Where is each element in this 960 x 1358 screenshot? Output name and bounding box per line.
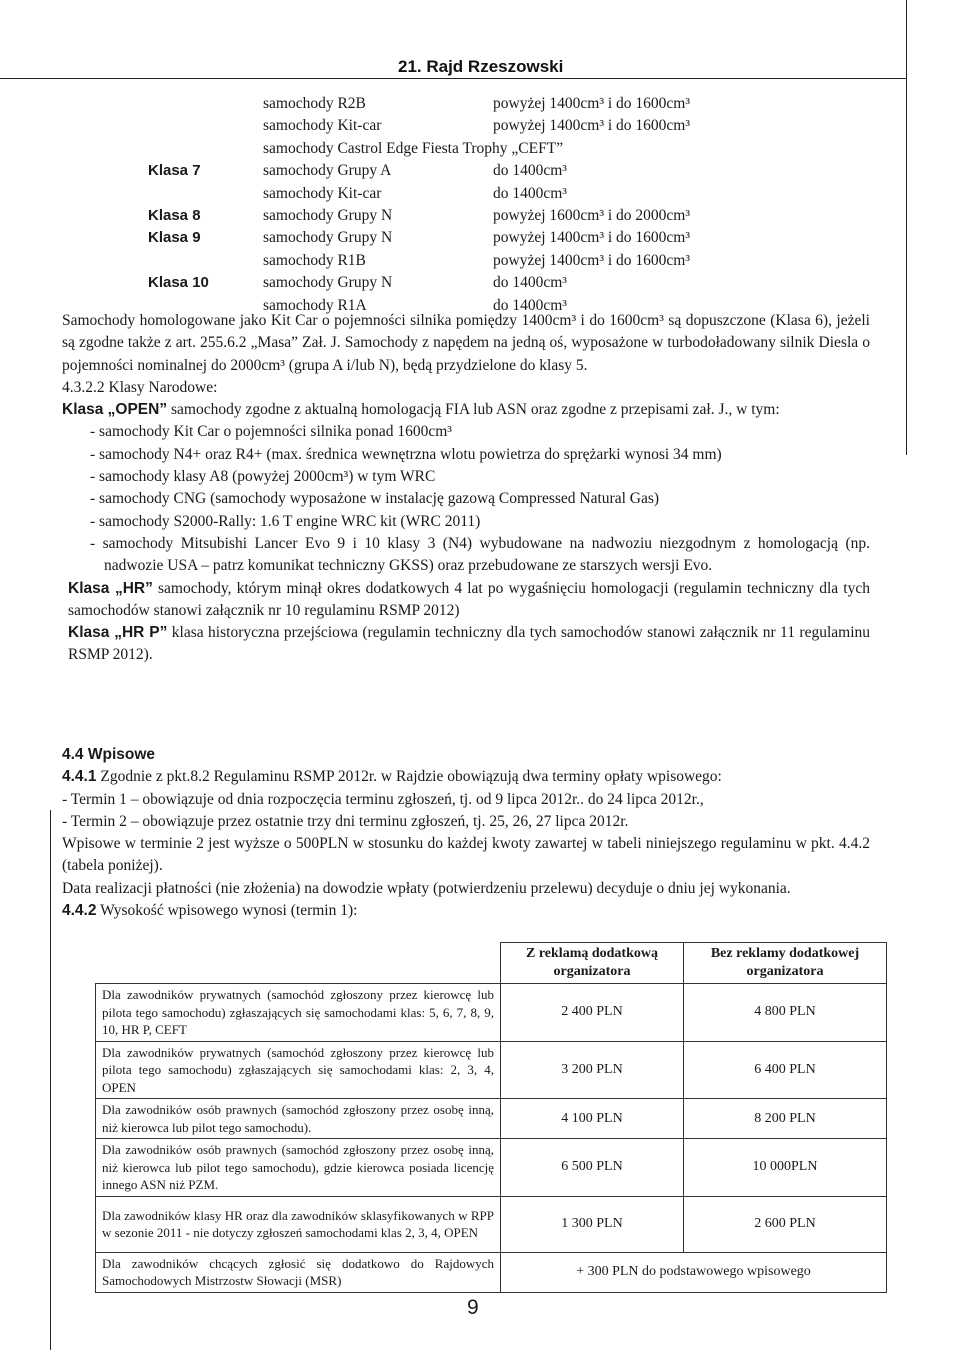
fee-row-desc: Dla zawodników klasy HR oraz dla zawodników sklasyfikowanych w RPP w sezonie 2011 - nie dotyczy zgłoszeń samochodami klas 2, 3, 4, OPEN bbox=[96, 1196, 501, 1252]
fees-p1-number: 4.4.1 bbox=[62, 768, 97, 786]
class-capacity: powyżej 1400cm³ i do 1600cm³ bbox=[493, 117, 690, 135]
class-car-name: samochody Grupy N bbox=[263, 274, 393, 292]
fee-table-header bbox=[96, 943, 887, 984]
fee-row-with-ad: 6 500 PLN bbox=[501, 1139, 684, 1197]
list-item: - samochody N4+ oraz R4+ (max. średnica wewnętrzna wlotu powietrza do sprężarki wynosi 34 mm) bbox=[90, 445, 722, 463]
fee-row-with-ad: 4 100 PLN bbox=[501, 1099, 684, 1139]
list-item: - samochody klasy A8 (powyżej 2000cm³) w tym WRC bbox=[90, 468, 436, 486]
class-row bbox=[148, 227, 888, 249]
class-capacity: powyżej 1400cm³ i do 1600cm³ bbox=[493, 229, 690, 247]
class-label: Klasa 10 bbox=[148, 274, 209, 292]
table-row bbox=[96, 1196, 887, 1252]
fee-table bbox=[95, 942, 887, 1293]
fees-p1-text: Zgodnie z pkt.8.2 Regulaminu RSMP 2012r. w Rajdzie obowiązują dwa terminy opłaty wpisowego: bbox=[96, 768, 722, 786]
class-row bbox=[148, 272, 888, 294]
class-row bbox=[148, 160, 888, 182]
class-car-name: samochody Kit-car bbox=[263, 184, 382, 202]
hrp-class-text: klasa historyczna przejściowa (regulamin techniczny dla tych samochodów stanowi załącznik nr 11 regulaminu RSMP 2012). bbox=[68, 624, 871, 664]
national-heading: 4.3.2.2 Klasy Narodowe: bbox=[62, 378, 218, 396]
class-label: Klasa 8 bbox=[148, 206, 201, 224]
fee-table-corner bbox=[96, 943, 501, 984]
fee-row-merged: + 300 PLN do podstawowego wpisowego bbox=[501, 1252, 887, 1292]
fee-row-without-ad: 2 600 PLN bbox=[684, 1196, 887, 1252]
class-car-name: samochody R1B bbox=[263, 251, 366, 269]
class-car-name: samochody Grupy A bbox=[263, 162, 392, 180]
class-capacity: powyżej 1400cm³ i do 1600cm³ bbox=[493, 95, 690, 112]
table-row bbox=[96, 1041, 887, 1099]
class-row bbox=[148, 183, 888, 205]
fees-term-2: - Termin 2 – obowiązuje przez ostatnie trzy dni terminu zgłoszeń, tj. 25, 26, 27 lipca 2012r. bbox=[62, 812, 629, 830]
class-car-name: samochody Grupy N bbox=[263, 229, 393, 247]
fees-p4-text: Wysokość wpisowego wynosi (termin 1): bbox=[96, 902, 358, 920]
fee-row-with-ad: 1 300 PLN bbox=[501, 1196, 684, 1252]
header-rule bbox=[0, 78, 906, 79]
open-class-label: Klasa „OPEN” bbox=[62, 401, 168, 419]
class-capacity: do 1400cm³ bbox=[493, 162, 567, 180]
fee-row-without-ad: 10 000PLN bbox=[684, 1139, 887, 1197]
fee-row-without-ad: 8 200 PLN bbox=[684, 1099, 887, 1139]
hr-class-paragraph bbox=[62, 578, 870, 623]
fee-row-desc: Dla zawodników osób prawnych (samochód zgłoszony przez osobę inną, niż kierowca lub pilot tego samochodu). bbox=[96, 1099, 501, 1139]
class-row bbox=[148, 205, 888, 227]
fees-paragraph-2: Wpisowe w terminie 2 jest wyższe o 500PLN w stosunku do każdej kwoty zawartej w tabeli niniejszego regulaminu w pkt. 4.4.2 (tabela poniżej). bbox=[62, 835, 870, 875]
fee-col-with-ad: Z reklamą dodatkową organizatora bbox=[501, 943, 684, 984]
fees-p4-number: 4.4.2 bbox=[62, 902, 97, 920]
open-class-text: samochody zgodne z aktualną homologacją FIA lub ASN oraz zgodne z przepisami zał. J., w tym: bbox=[167, 401, 780, 419]
class-row bbox=[148, 115, 888, 137]
fee-row-desc: Dla zawodników prywatnych (samochód zgłoszony przez kierowcę lub pilota tego samochodu) zgłaszających się samochodami klas: 2, 3, 4, OPEN bbox=[96, 1041, 501, 1099]
hrp-class-label: Klasa „HR P” bbox=[68, 624, 168, 642]
page-number: 9 bbox=[467, 1296, 479, 1319]
class-list bbox=[148, 93, 888, 317]
class-capacity: powyżej 1600cm³ i do 2000cm³ bbox=[493, 206, 690, 224]
fee-row-with-ad: 2 400 PLN bbox=[501, 984, 684, 1042]
class-car-name: samochody Grupy N bbox=[263, 206, 393, 224]
page-header-title: 21. Rajd Rzeszowski bbox=[398, 57, 564, 76]
list-item: - samochody Mitsubishi Lancer Evo 9 i 10 klasy 3 (N4) wybudowane na nadwoziu niezgodnym z homologacją (np. nadwozie USA – patrz komunikat techniczny GKSS) oraz przebudowane ze starszych wersji Evo. bbox=[90, 534, 870, 575]
fees-paragraph-3: Data realizacji płatności (nie złożenia) na dowodzie wpłaty (potwierdzeniu przelewu) decyduje o dniu jej wykonania. bbox=[62, 879, 791, 897]
fee-row-desc: Dla zawodników osób prawnych (samochód zgłoszony przez osobę inną, niż kierowca lub pilot tego samochodu), gdzie kierowca posiada licencję innego ASN niż PZM. bbox=[96, 1139, 501, 1197]
homologated-paragraph: Samochody homologowane jako Kit Car o pojemności silnika pomiędzy 1400cm³ i do 1600cm³ są dopuszczone (Klasa 6), jeżeli są zgodne także z art. 255.6.2 „Masa” Zał. J. Samochody z napędem na jedną oś, wyposażone w turbodoładowany silnik Diesla o pojemności nominalnej do 2000cm³ (grupa A i/lub N), będą przydzielone do klasy 5. bbox=[62, 312, 870, 374]
class-car-name: samochody Castrol Edge Fiesta Trophy „CEFT” bbox=[263, 139, 564, 157]
class-capacity: powyżej 1400cm³ i do 1600cm³ bbox=[493, 251, 690, 269]
hr-class-label: Klasa „HR” bbox=[68, 579, 153, 597]
list-item: - samochody CNG (samochody wyposażone w instalację gazową Compressed Natural Gas) bbox=[90, 490, 660, 508]
class-label: Klasa 9 bbox=[148, 229, 201, 247]
section-homologated bbox=[62, 310, 870, 667]
fee-row-desc: Dla zawodników chcących zgłosić się dodatkowo do Rajdowych Samochodowych Mistrzostw Słowacji (MSR) bbox=[96, 1252, 501, 1292]
class-row bbox=[148, 250, 888, 272]
fees-term-1: - Termin 1 – obowiązuje od dnia rozpoczęcia terminu zgłoszeń, tj. od 9 lipca 2012r.. do 24 lipca 2012r., bbox=[62, 790, 704, 808]
fee-col-without-ad: Bez reklamy dodatkowej organizatora bbox=[684, 943, 887, 984]
fees-paragraph-1 bbox=[62, 766, 870, 788]
section-fees bbox=[62, 744, 870, 922]
table-row bbox=[96, 1252, 887, 1292]
fees-paragraph-4 bbox=[62, 900, 870, 922]
table-row bbox=[96, 1139, 887, 1197]
hrp-class-paragraph bbox=[62, 622, 870, 667]
open-class-items bbox=[62, 421, 870, 577]
margin-rule-right bbox=[906, 0, 907, 455]
class-car-name: samochody R1A bbox=[263, 296, 367, 314]
table-row bbox=[96, 1099, 887, 1139]
hr-class-text: samochody, którym minął okres dodatkowych 4 lat po wygaśnięciu homologacji (regulamin techniczny dla tych samochodów stanowi załącznik nr 10 regulaminu RSMP 2012) bbox=[68, 579, 870, 619]
open-class-paragraph bbox=[62, 399, 870, 421]
class-label: Klasa 7 bbox=[148, 162, 201, 180]
class-car-name: samochody R2B bbox=[263, 95, 366, 112]
list-item: - samochody Kit Car o pojemności silnika ponad 1600cm³ bbox=[90, 423, 452, 441]
fees-heading: 4.4 Wpisowe bbox=[62, 746, 156, 763]
fee-row-with-ad: 3 200 PLN bbox=[501, 1041, 684, 1099]
class-row bbox=[148, 138, 888, 160]
class-capacity: do 1400cm³ bbox=[493, 296, 567, 314]
fee-row-desc: Dla zawodników prywatnych (samochód zgłoszony przez kierowcę lub pilota tego samochodu) zgłaszających się samochodami klas: 5, 6, 7, 8, 9, 10, HR P, CEFT bbox=[96, 984, 501, 1042]
list-item: - samochody S2000-Rally: 1.6 T engine WRC kit (WRC 2011) bbox=[90, 512, 481, 530]
table-row bbox=[96, 984, 887, 1042]
class-capacity: do 1400cm³ bbox=[493, 274, 567, 292]
fee-row-without-ad: 4 800 PLN bbox=[684, 984, 887, 1042]
class-row bbox=[148, 93, 888, 115]
margin-rule-left bbox=[50, 810, 51, 1350]
class-car-name: samochody Kit-car bbox=[263, 117, 382, 135]
fee-row-without-ad: 6 400 PLN bbox=[684, 1041, 887, 1099]
class-capacity: do 1400cm³ bbox=[493, 184, 567, 202]
